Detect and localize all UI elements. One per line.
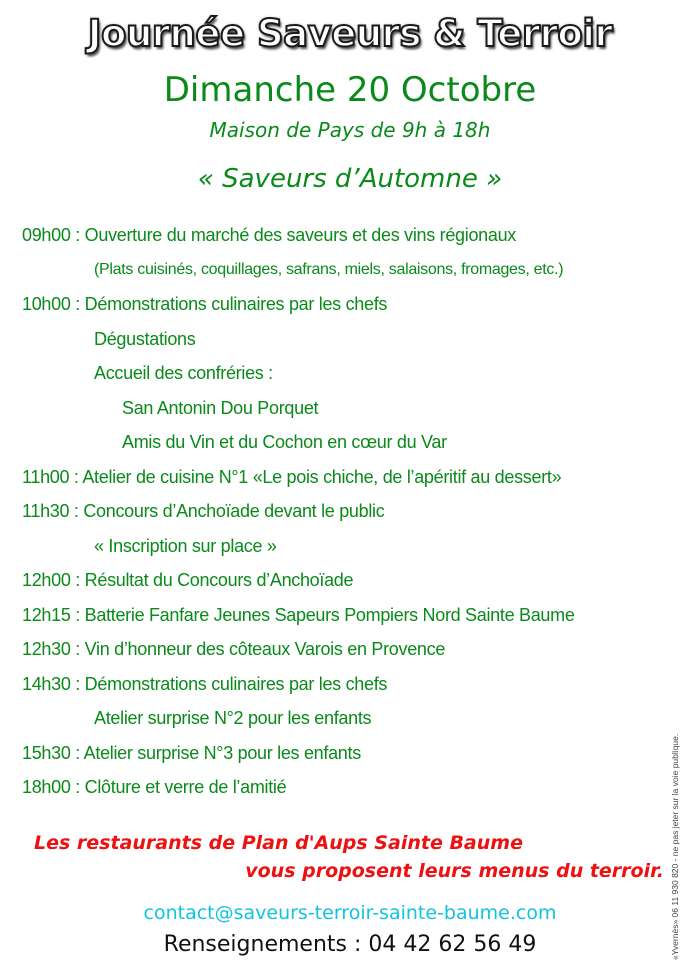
schedule-item: 14h30 : Démonstrations culinaires par les chefs bbox=[22, 673, 388, 694]
schedule-item: 12h15 : Batterie Fanfare Jeunes Sapeurs Pompiers Nord Sainte Baume bbox=[22, 604, 575, 625]
printer-footer-note: «Yvernès» 06 11 930 820 - ne pas jeter sur la voie publique. bbox=[670, 733, 680, 960]
schedule-item: Accueil des confréries : bbox=[94, 363, 273, 383]
schedule-item: 12h30 : Vin d’honneur des côteaux Varois en Provence bbox=[22, 639, 446, 659]
event-venue: Maison de Pays de 9h à 18h bbox=[209, 118, 491, 142]
promo-line-2: vous proposent leurs menus du terroir. bbox=[245, 860, 664, 882]
event-theme: « Saveurs d’Automne » bbox=[197, 164, 503, 194]
schedule-item: Amis du Vin et du Cochon en cœur du Var bbox=[122, 432, 447, 452]
schedule-item: San Antonin Dou Porquet bbox=[122, 397, 319, 418]
schedule-item: 11h00 : Atelier de cuisine N°1 «Le pois chiche, de l’apéritif au dessert» bbox=[22, 466, 562, 487]
event-date: Dimanche 20 Octobre bbox=[163, 70, 537, 110]
contact-email[interactable]: contact@saveurs-terroir-sainte-baume.com bbox=[143, 902, 557, 924]
schedule-item: « Inscription sur place » bbox=[94, 535, 277, 556]
schedule-list bbox=[22, 218, 662, 805]
schedule-item: 11h30 : Concours d’Anchoïade devant le public bbox=[22, 501, 385, 521]
schedule-item: 15h30 : Atelier surprise N°3 pour les enfants bbox=[22, 742, 361, 763]
promo-line-1: Les restaurants de Plan d'Aups Sainte Baume bbox=[34, 832, 523, 854]
schedule-item: Atelier surprise N°2 pour les enfants bbox=[94, 708, 372, 728]
schedule-item: Dégustations bbox=[94, 328, 196, 349]
event-title: Journée Saveurs & Terroir bbox=[87, 12, 613, 55]
schedule-item: (Plats cuisinés, coquillages, safrans, miels, salaisons, fromages, etc.) bbox=[94, 260, 564, 278]
schedule-item: 09h00 : Ouverture du marché des saveurs et des vins régionaux bbox=[22, 225, 516, 245]
contact-phone: Renseignements : 04 42 62 56 49 bbox=[163, 932, 537, 957]
schedule-item: 10h00 : Démonstrations culinaires par les chefs bbox=[22, 294, 388, 314]
schedule-item: 18h00 : Clôture et verre de l’amitié bbox=[22, 777, 287, 797]
schedule-item: 12h00 : Résultat du Concours d’Anchoïade bbox=[22, 570, 354, 590]
